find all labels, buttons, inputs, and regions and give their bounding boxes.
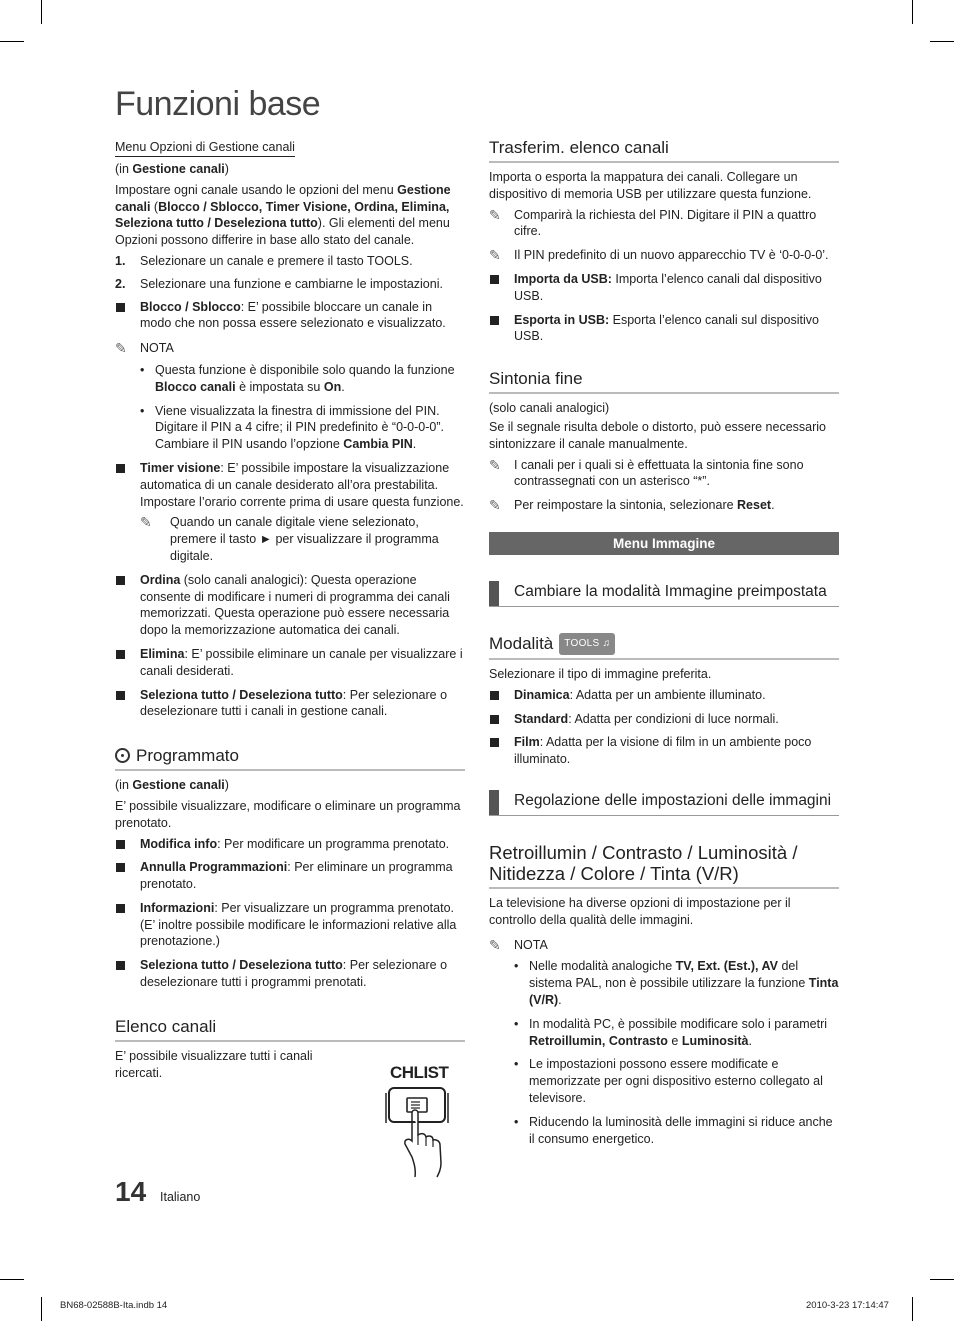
list-item: Elimina: E’ possibile eliminare un canale per visualizzare i canali desiderati. <box>115 646 465 680</box>
note-item: ✎ Il PIN predefinito di un nuovo apparecchio TV è ‘0-0-0-0’. <box>489 247 829 264</box>
pencil-icon: ✎ <box>489 497 501 514</box>
page-number: 14 <box>115 1176 147 1207</box>
section-heading-modalita: Modalità TOOLS ♫ <box>489 633 839 660</box>
subsection-heading-cambiare: Cambiare la modalità Immagine preimpostata <box>489 581 839 607</box>
menu-immagine-banner: Menu Immagine <box>489 532 839 555</box>
context-note: (in Gestione canali) <box>115 778 229 793</box>
section-text: La televisione ha diverse opzioni di impostazione per il controllo della qualità delle immagini. <box>489 895 791 927</box>
square-bullet-icon <box>116 576 125 585</box>
section-text: Se il segnale risulta debole o distorto, può essere necessario sintonizzare il canale manualmente. <box>489 419 827 451</box>
note-heading: ✎ NOTA <box>489 936 548 953</box>
section-text: E’ possibile visualizzare tutti i canali ricercati. <box>115 1048 313 1080</box>
note-item: ✎ I canali per i quali si è effettuata la sintonia fine sono contrassegnati con un asterisco “*”. <box>489 456 804 489</box>
crop-mark <box>930 1279 954 1280</box>
crop-mark <box>41 1297 42 1321</box>
pencil-icon: ✎ <box>115 340 127 357</box>
crop-mark <box>912 1297 913 1321</box>
intro-paragraph: Impostare ogni canale usando le opzioni del menu Gestione canali (Blocco / Sblocco, Timer Visione, Ordina, Elimina, Seleziona tutto / Deseleziona tutto). Gli elementi del menu Opzioni possono differire in base allo stato del canale. <box>115 182 451 248</box>
square-bullet-icon <box>490 691 499 700</box>
section-bar <box>489 790 499 815</box>
pencil-icon: ✎ <box>489 206 501 223</box>
hand-pressing-button-icon <box>385 1083 455 1178</box>
note-bullet: • Viene visualizzata la finestra di immissione del PIN. Digitare il PIN a 4 cifre; il PIN predefinito è “0-0-0-0”. Cambiare il PIN usando l’opzione Cambia PIN. <box>140 403 444 452</box>
clock-icon <box>115 748 130 763</box>
list-item: Importa da USB: Importa l’elenco canali dal dispositivo USB. <box>489 271 839 305</box>
square-bullet-icon <box>490 715 499 724</box>
section-heading-programmato: Programmato <box>115 746 465 771</box>
note-item: ✎ Per reimpostare la sintonia, selezionare Reset. <box>489 497 775 514</box>
list-item: Seleziona tutto / Deseleziona tutto: Per selezionare o deselezionare tutti i canali in gestione canali. <box>115 687 465 721</box>
print-file-info: BN68-02588B-Ita.indb 14 <box>60 1300 168 1311</box>
square-bullet-icon <box>116 691 125 700</box>
crop-mark <box>930 41 954 42</box>
list-item: Seleziona tutto / Deseleziona tutto: Per selezionare o deselezionare tutti i programmi prenotati. <box>115 957 465 991</box>
list-item: Modifica info: Per modificare un programma prenotato. <box>115 836 465 853</box>
page-title: Funzioni base <box>115 85 321 123</box>
context-note: (in Gestione canali) <box>115 162 229 176</box>
section-heading-trasferim: Trasferim. elenco canali <box>489 138 839 163</box>
list-item: Film: Adatta per la visione di film in un ambiente poco illuminato. <box>489 734 839 768</box>
right-column <box>489 138 839 1154</box>
note-bullet: • Le impostazioni possono essere modificate e memorizzate per ogni dispositivo esterno collegato al televisore. <box>514 1057 823 1105</box>
list-item: Dinamica: Adatta per un ambiente illuminato. <box>489 687 839 704</box>
menu-options-link: Menu Opzioni di Gestione canali <box>115 140 295 154</box>
square-bullet-icon <box>490 275 499 284</box>
note-item: ✎ Quando un canale digitale viene selezionato, premere il tasto ► per visualizzare il programma digitale. <box>140 514 439 563</box>
pencil-icon: ✎ <box>489 936 501 953</box>
square-bullet-icon <box>490 316 499 325</box>
crop-mark <box>912 0 913 24</box>
section-heading-retroillumin: Retroillumin / Contrasto / Luminosità / Nitidezza / Colore / Tinta (V/R) <box>489 842 839 889</box>
step-item: 1. Selezionare un canale e premere il tasto TOOLS. <box>115 253 413 268</box>
square-bullet-icon <box>116 840 125 849</box>
note-heading: ✎ NOTA <box>115 340 174 357</box>
section-text: Selezionare il tipo di immagine preferita. <box>489 666 712 681</box>
crop-mark <box>0 41 24 42</box>
square-bullet-icon <box>116 650 125 659</box>
chlist-label: CHLIST <box>390 1063 449 1082</box>
list-item: Standard: Adatta per condizioni di luce normali. <box>489 711 839 728</box>
square-bullet-icon <box>490 738 499 747</box>
square-bullet-icon <box>116 464 125 473</box>
section-bar <box>489 581 499 606</box>
list-item: Ordina (solo canali analogici): Questa operazione consente di modificare i numeri di programma dei canali memorizzati. Questa operazione può essere necessaria dopo la memorizzazione automatica dei canali. <box>115 572 465 639</box>
subsection-heading-regolazione: Regolazione delle impostazioni delle immagini <box>489 790 839 816</box>
note-item: ✎ Comparirà la richiesta del PIN. Digitare il PIN a quattro cifre. <box>489 206 817 239</box>
note-bullet: • Riducendo la luminosità delle immagini si riduce anche il consumo energetico. <box>514 1114 833 1146</box>
pencil-icon: ✎ <box>489 247 501 264</box>
square-bullet-icon <box>116 303 125 312</box>
section-heading-sintonia-fine: Sintonia fine <box>489 369 839 394</box>
left-column <box>115 138 465 1085</box>
page-language: Italiano <box>160 1190 201 1204</box>
square-bullet-icon <box>116 961 125 970</box>
list-item: Annulla Programmazioni: Per eliminare un programma prenotato. <box>115 859 465 893</box>
square-bullet-icon <box>116 904 125 913</box>
context-note: (solo canali analogici) <box>489 401 610 416</box>
note-bullet: • In modalità PC, è possibile modificare solo i parametri Retroillumin, Contrasto e Luminosità. <box>514 1016 828 1048</box>
tools-badge: TOOLS ♫ <box>559 633 615 655</box>
square-bullet-icon <box>116 863 125 872</box>
pencil-icon: ✎ <box>489 456 501 473</box>
crop-mark <box>0 1279 24 1280</box>
note-bullet: • Questa funzione è disponibile solo quando la funzione Blocco canali è impostata su On. <box>140 362 455 394</box>
pencil-icon: ✎ <box>140 514 152 531</box>
list-item: Esporta in USB: Esporta l’elenco canali sul dispositivo USB. <box>489 312 839 346</box>
list-item: Timer visione: E’ possibile impostare la visualizzazione automatica di un canale desiderato all’ora prestabilita. Impostare l’orario corrente prima di usare questa funzione. ✎ Quando un canale digitale viene selezionato, premere il tasto ► per visualizzare il programma digitale. <box>115 460 465 565</box>
print-datetime: 2010-3-23 17:14:47 <box>806 1300 889 1311</box>
section-text: E’ possibile visualizzare, modificare o eliminare un programma prenotato. <box>115 798 461 830</box>
menu-heading <box>115 138 295 157</box>
chlist-remote-illustration <box>385 1063 455 1178</box>
section-heading-elenco-canali: Elenco canali <box>115 1017 465 1042</box>
list-item: Informazioni: Per visualizzare un programma prenotato. (E’ inoltre possibile modificare le informazioni relative alla prenotazione.) <box>115 900 465 950</box>
list-item: Blocco / Sblocco: E’ possibile bloccare un canale in modo che non possa essere selezionato e visualizzato. <box>115 299 465 333</box>
crop-mark <box>41 0 42 24</box>
note-bullet: • Nelle modalità analogiche TV, Ext. (Est.), AV del sistema PAL, non è possibile utilizzare la funzione Tinta (V/R). <box>514 959 839 1007</box>
section-text: Importa o esporta la mappatura dei canali. Collegare un dispositivo di memoria USB per utilizzare questa funzione. <box>489 170 812 201</box>
step-item: 2. Selezionare una funzione e cambiarne le impostazioni. <box>115 276 443 291</box>
